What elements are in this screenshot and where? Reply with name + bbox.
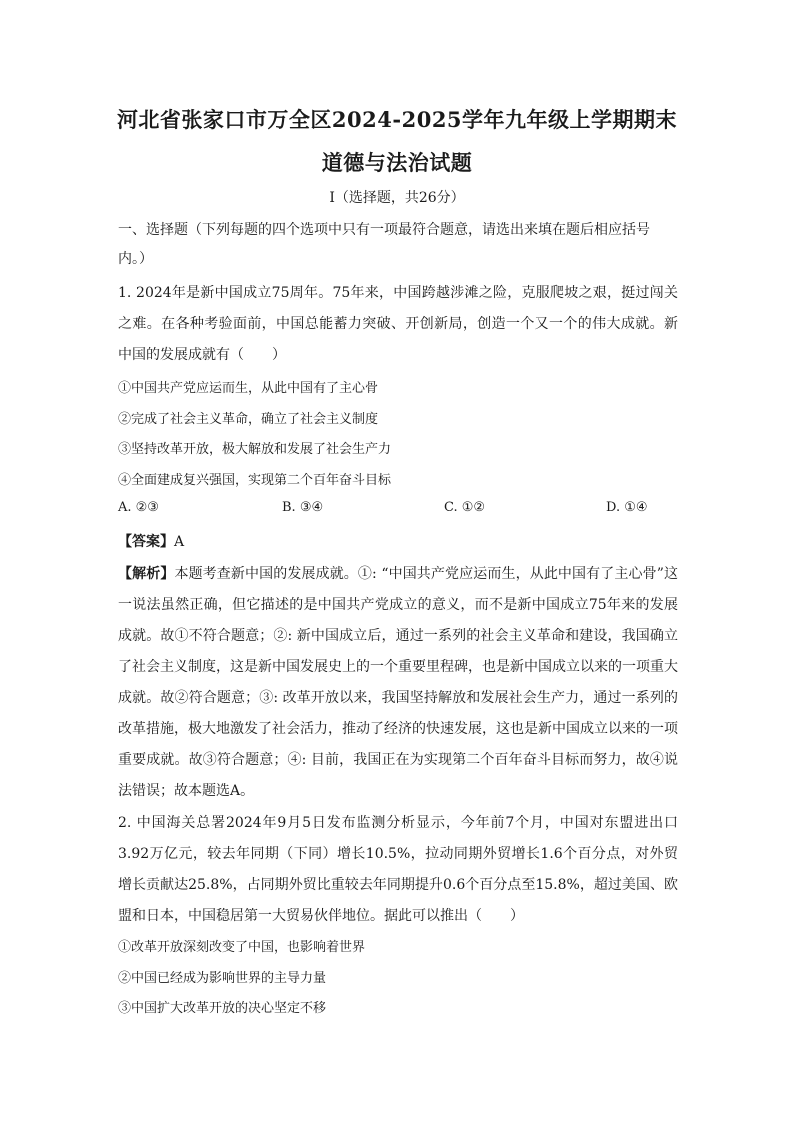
analysis-text: 本题考查新中国的发展成就。①: “中国共产党应运而生，从此中国有了主心骨”这 (174, 566, 678, 582)
q1-statement: ③坚持改革开放，极大解放和发展了社会生产力 (118, 442, 392, 457)
q1-stem-line: 之难。在各种考验面前，中国总能蓄力突破、开创新局，创造一个又一个的伟大成就。新 (118, 316, 678, 332)
answer-value: A (174, 534, 185, 550)
analysis-label: 【解析】 (118, 566, 175, 582)
q1-analysis-line (118, 563, 678, 583)
q1-statement: ④全面建成复兴强国，实现第二个百年奋斗目标 (118, 473, 392, 488)
q1-answer (118, 531, 678, 551)
q2-stem-line: 3.92万亿元，较去年同期（下同）增长10.5%，拉动同期外贸增长1.6个百分点，对外贸 (118, 846, 678, 862)
q2-statement: ①改革开放深刻改变了中国，也影响着世界 (118, 940, 366, 955)
answer-label: 【答案】 (118, 534, 174, 550)
q1-analysis-line: 法错误；故本题选A。 (118, 783, 255, 799)
q1-analysis-line: 了社会主义制度，这是新中国发展史上的一个重要里程碑，也是新中国成立以来的一项重大 (118, 659, 678, 675)
q1-stem-line: 1. 2024年是新中国成立75周年。75年来，中国跨越涉滩之险，克服爬坡之艰，挺过闯关 (118, 285, 678, 301)
q1-statement: ①中国共产党应运而生，从此中国有了主心骨 (118, 381, 379, 396)
q2-statement: ③中国扩大改革开放的决心坚定不移 (118, 1001, 327, 1016)
q1-stem-line: 中国的发展成就有（ ） (118, 347, 286, 363)
exam-title-line2: 道德与法治试题 (321, 150, 473, 175)
q2-stem-line: 2. 中国海关总署2024年9月5日发布监测分析显示，今年前7个月，中国对东盟进出口 (118, 815, 678, 831)
exam-title-line1: 河北省张家口市万全区2024-2025学年九年级上学期期末 (116, 107, 678, 132)
q2-stem-line: 增长贡献达25.8%，占同期外贸比重较去年同期提升0.6个百分点至15.8%，超过美国、欧 (118, 877, 678, 893)
section-label: I（选择题，共26分） (329, 190, 465, 206)
instructions-line1: 一、选择题（下列每题的四个选项中只有一项最符合题意，请选出来填在题后相应括号 (118, 222, 650, 238)
instructions-line2: 内。） (118, 251, 153, 267)
q1-choice-a: A. ②③ (118, 500, 159, 515)
q1-statement: ②完成了社会主义革命，确立了社会主义制度 (118, 412, 379, 427)
q1-analysis-line: 重要成就。故③符合题意；④: 目前，我国正在为实现第二个百年奋斗目标而努力，故④说 (118, 752, 678, 768)
q1-choice-b: B. ③④ (282, 500, 324, 515)
q1-analysis-line: 改革措施，极大地激发了社会活力，推动了经济的快速发展，这也是新中国成立以来的一项 (118, 721, 678, 737)
q1-analysis-line: 一说法虽然正确，但它描述的是中国共产党成立的意义，而不是新中国成立75年来的发展 (118, 597, 678, 613)
q2-stem-line: 盟和日本，中国稳居第一大贸易伙伴地位。据此可以推出（ ） (118, 908, 524, 924)
q1-analysis-line: 成就。故②符合题意；③: 改革开放以来，我国坚持解放和发展社会生产力，通过一系列的 (118, 690, 678, 706)
q1-choice-c: C. ①② (444, 500, 486, 515)
q2-statement: ②中国已经成为影响世界的主导力量 (118, 971, 327, 986)
q1-choice-d: D. ①④ (606, 500, 648, 515)
q1-analysis-line: 成就。故①不符合题意；②: 新中国成立后，通过一系列的社会主义革命和建设，我国确立 (118, 628, 678, 644)
